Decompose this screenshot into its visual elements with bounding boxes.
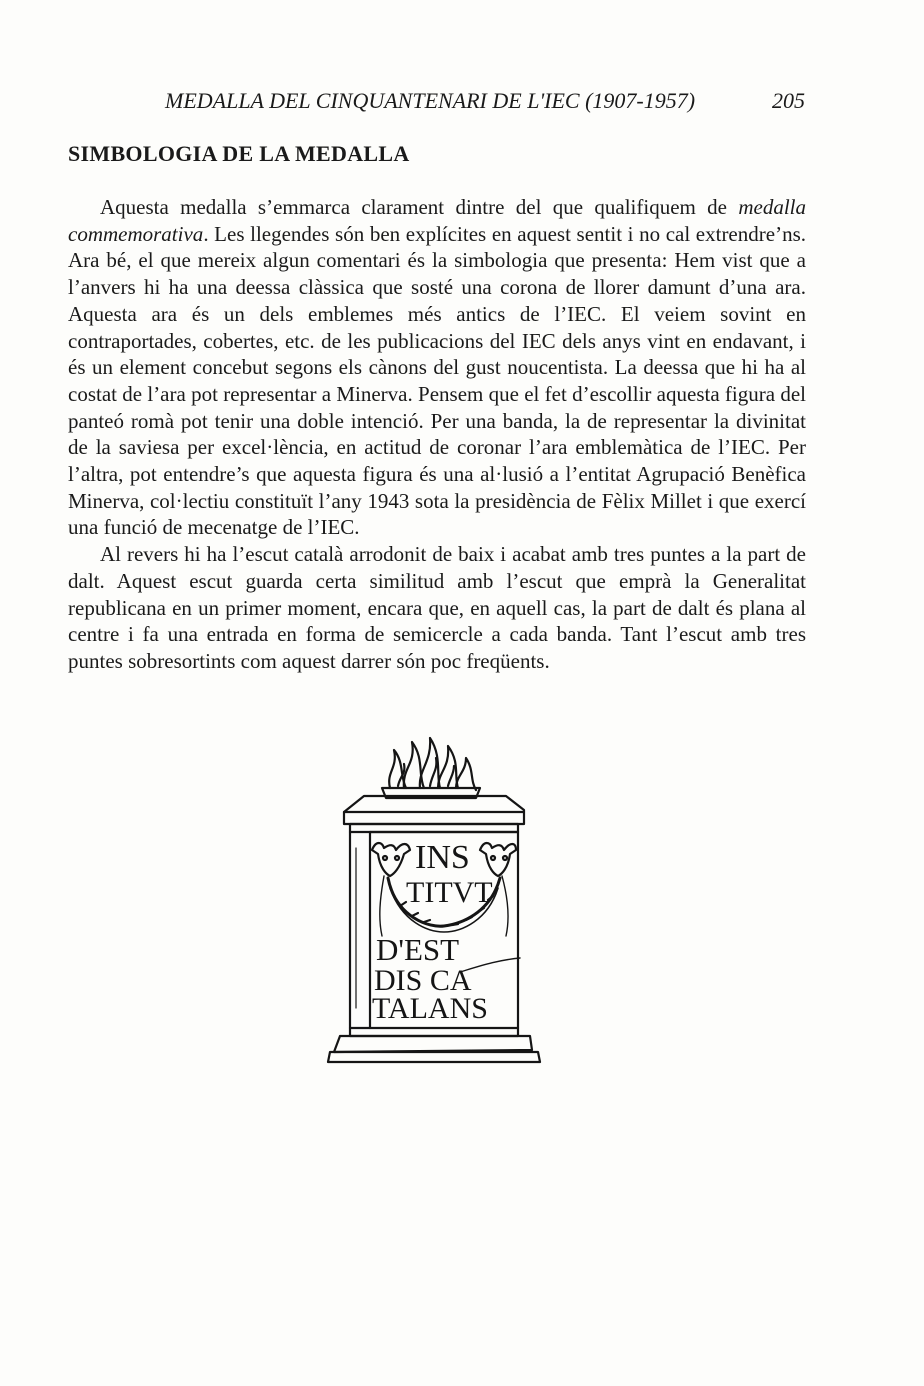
paragraph-1-start: Aquesta medalla s’emmarca clarament dintre del que qualifiquem de (100, 195, 739, 219)
ox-skull-icon (480, 843, 516, 876)
page-number: 205 (772, 88, 805, 113)
inscription-line-5: TALANS (372, 992, 488, 1025)
inscription-line-1: INS (415, 839, 470, 876)
altar-drawing (320, 728, 550, 1064)
paragraph-2: Al revers hi ha l’escut català arrodonit de baix i acabat amb tres puntes a la part de dalt. Aquest escut guarda certa similitud amb l’escut que emprà la Generalitat republicana en un primer moment, encara que, en aquell cas, la part de dalt és plana al centre i fa una entrada en forma de semicercle a cada banda. Tant l’escut amb tres puntes sobresortints com aquest darrer són poc freqüents. (68, 542, 806, 673)
section-heading: SIMBOLOGIA DE LA MEDALLA (68, 141, 410, 166)
paragraph-1-rest: . Les llegendes són ben explícites en aquest sentit i no cal extrendre’ns. Ara bé, el que mereix algun comentari és la simbologia que presenta: Hem vist que a l’anvers hi ha una deessa clàssica que sosté una corona de llorer damunt d’una ara. Aquesta ara és un dels emblemes més antics de l’IEC. El veiem sovint en contraportades, cobertes, etc. de les publicacions del IEC dels anys vint en endavant, i és un element concebut segons els cànons del gust noucentista. La deessa que hi ha al costat de l’ara pot representar a Minerva. Pensem que el fet d’escollir aquesta figura del panteó romà pot tenir una doble intenció. Per una banda, la de representar la divinitat de la saviesa per excel·lència, en actitud de coronar l’ara emblemàtica de l’IEC. Per l’altra, pot entendre’s que aquesta figura és una al·lusió a l’entitat Agrupació Benèfica Minerva, col·lectiu constituït l’any 1943 sota la presidència de Fèlix Millet i que exercí una funció de mecenatge de l’IEC. (68, 221, 806, 540)
italic-term: medalla commemorativa (68, 195, 806, 246)
flame-icon (389, 738, 476, 790)
ox-skull-icon (372, 843, 410, 876)
inscription-line-3: D'EST (376, 932, 460, 967)
paragraph-1 (68, 194, 806, 541)
iec-altar-emblem (320, 728, 550, 1064)
body-text (68, 194, 806, 675)
running-title: MEDALLA DEL CINQUANTENARI DE L'IEC (1907-1957) (165, 88, 696, 113)
inscription-line-2: TITVT (406, 876, 493, 909)
inscription-line-4: DIS CA (374, 964, 472, 997)
running-head (165, 88, 805, 116)
